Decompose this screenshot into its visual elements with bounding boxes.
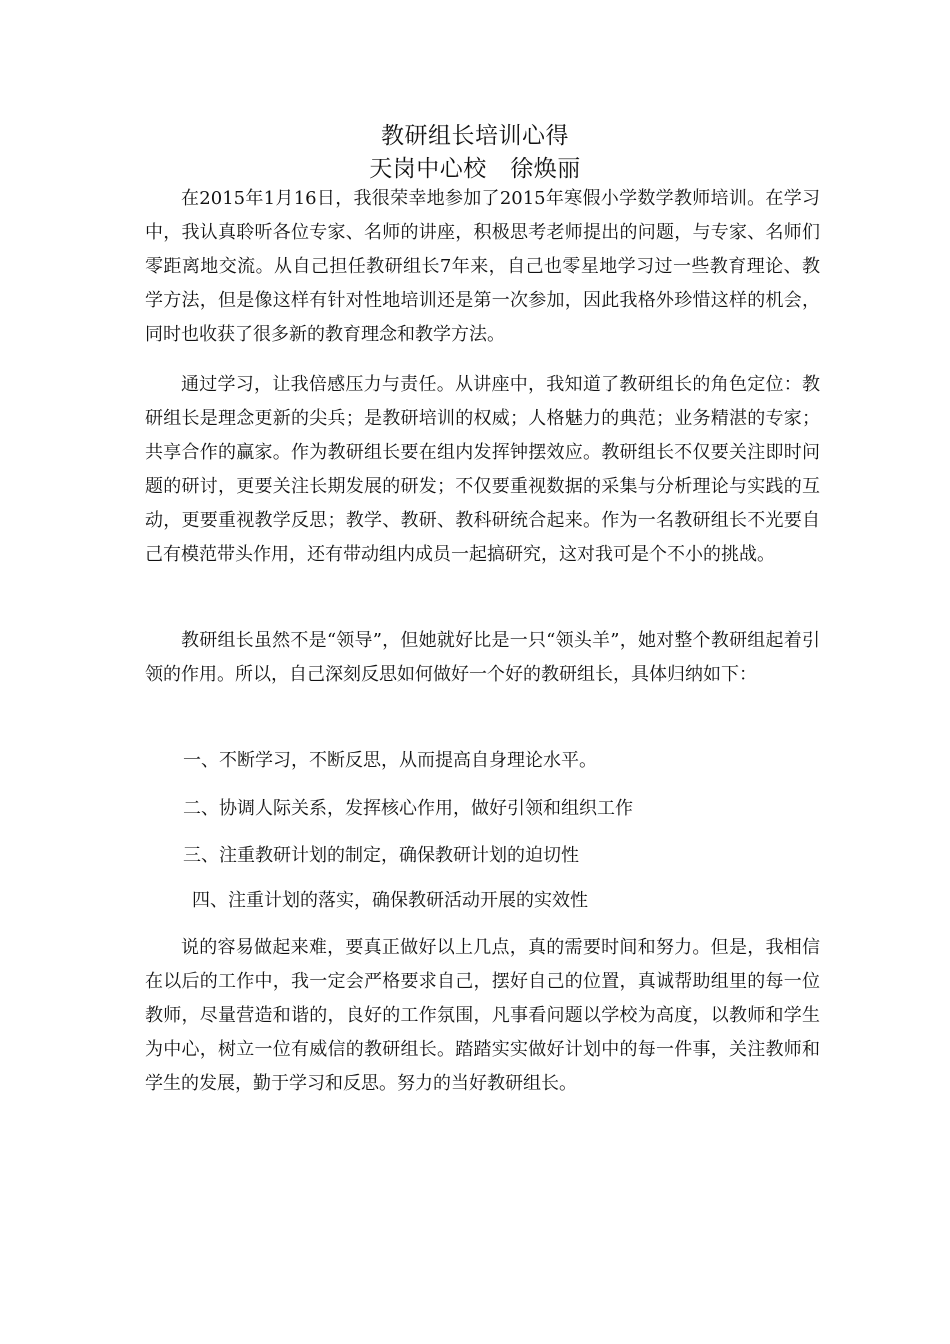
list-item-2: 二、协调人际关系，发挥核心作用，做好引领和组织工作 <box>183 798 633 819</box>
document-author-line: 天岗中心校 徐焕丽 <box>369 156 581 182</box>
list-item-3: 三、注重教研计划的制定，确保教研计划的迫切性 <box>183 845 579 866</box>
paragraph-intro: 在2015年1月16日，我很荣幸地参加了2015年寒假小学数学教师培训。在学习中，我认真聆听各位专家、名师的讲座，积极思考老师提出的问题，与专家、名师们零距离地交流。从自己担任教研组长7年来，自己也零星地学习过一些教育理论、教学方法，但是像这样有针对性地培训还是第一次参加，因此我格外珍惜这样的机会，同时也收获了很多新的教育理念和教学方法。 <box>145 188 820 345</box>
list-item-1: 一、不断学习，不断反思，从而提高自身理论水平。 <box>183 750 597 771</box>
paragraph-closing: 说的容易做起来难，要真正做好以上几点，真的需要时间和努力。但是，我相信在以后的工作中，我一定会严格要求自己，摆好自己的位置，真诚帮助组里的每一位教师，尽量营造和谐的，良好的工作氛围，凡事看问题以学校为高度，以教师和学生为中心，树立一位有威信的教研组长。踏踏实实做好计划中的每一件事，关注教师和学生的发展，勤于学习和反思。努力的当好教研组长。 <box>145 937 820 1094</box>
list-item-4: 四、注重计划的落实，确保教研活动开展的实效性 <box>192 890 588 911</box>
paragraph-summary-lead: 教研组长虽然不是“领导”，但她就好比是一只“领头羊”，她对整个教研组起着引领的作用。所以，自己深刻反思如何做好一个好的教研组长，具体归纳如下： <box>145 630 820 685</box>
document-title: 教研组长培训心得 <box>381 123 569 149</box>
paragraph-role: 通过学习，让我倍感压力与责任。从讲座中，我知道了教研组长的角色定位：教研组长是理念更新的尖兵；是教研培训的权威；人格魅力的典范；业务精湛的专家；共享合作的赢家。作为教研组长要在组内发挥钟摆效应。教研组长不仅要关注即时问题的研讨，更要关注长期发展的研发；不仅要重视数据的采集与分析理论与实践的互动，更要重视教学反思；教学、教研、教科研统合起来。作为一名教研组长不光要自己有模范带头作用，还有带动组内成员一起搞研究，这对我可是个不小的挑战。 <box>145 374 820 565</box>
